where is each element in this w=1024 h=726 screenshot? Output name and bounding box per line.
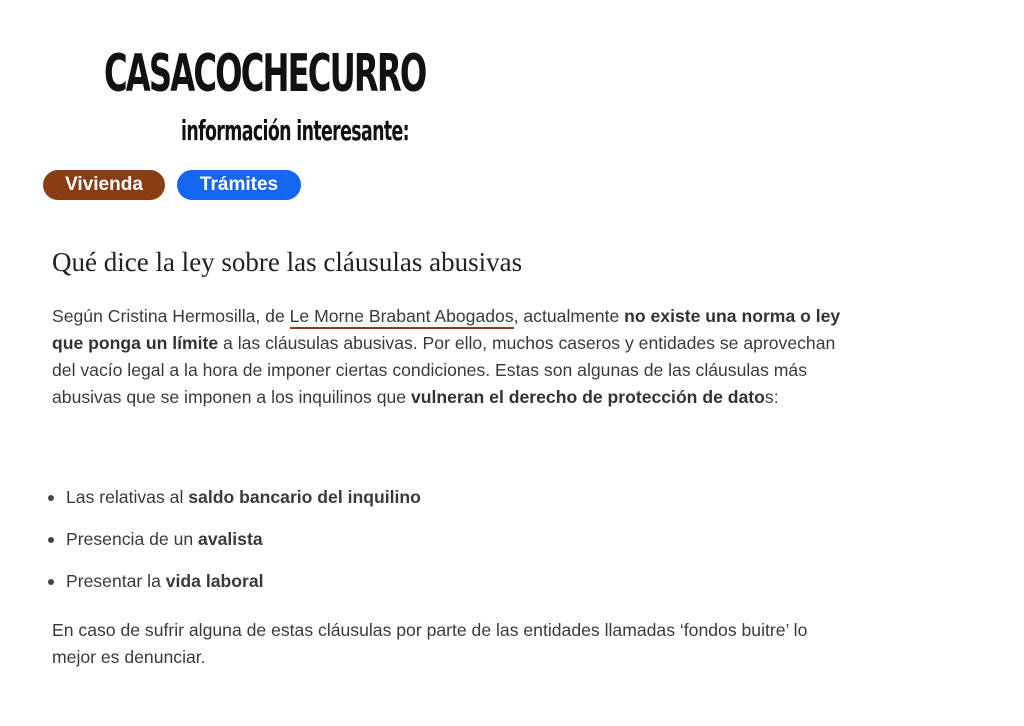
closing-paragraph: En caso de sufrir alguna de estas cláusulas por parte de las entidades llamadas ‘fondos buitre’ lo mejor es denunciar. [52,620,808,667]
site-tagline: información interesante: [181,114,409,147]
article-paragraph [52,303,852,411]
list-item-bold: vida laboral [165,571,264,591]
list-item-text: Presentar la [66,571,166,591]
paragraph-bold: vulneran el derecho de protección de dato [410,387,765,407]
list-item-bold: saldo bancario del inquilino [188,487,421,507]
list-item [48,568,421,610]
list-item-text: Presencia de un [66,529,199,549]
article-title: Qué dice la ley sobre las cláusulas abusivas [52,247,523,277]
clause-list [48,484,421,610]
paragraph-text: a las cláusulas abusivas. Por ello, muchos caseros y entidades se aprovechan del vacío legal a la hora de imponer ciertas condiciones. Estas son algunas de las cláusulas más abusivas que se imponen a los inquilinos que [52,333,836,407]
list-item-bold: avalista [198,529,263,549]
list-item-text: Las relativas al [66,487,189,507]
paragraph-text: , actualmente [513,306,625,326]
paragraph-bold: no existe una norma o ley que ponga un límite [52,306,841,353]
category-tags [43,170,301,200]
tag-tramites[interactable]: Trámites [177,170,301,200]
paragraph-text: Según Cristina Hermosilla, de [52,306,290,326]
list-item [48,484,421,526]
paragraph-text: s: [764,387,779,407]
tag-vivienda[interactable]: Vivienda [43,170,165,200]
list-item [48,526,421,568]
source-link[interactable]: Le Morne Brabant Abogados [290,306,514,329]
site-logo[interactable]: CASACOCHECURRO [104,44,426,104]
